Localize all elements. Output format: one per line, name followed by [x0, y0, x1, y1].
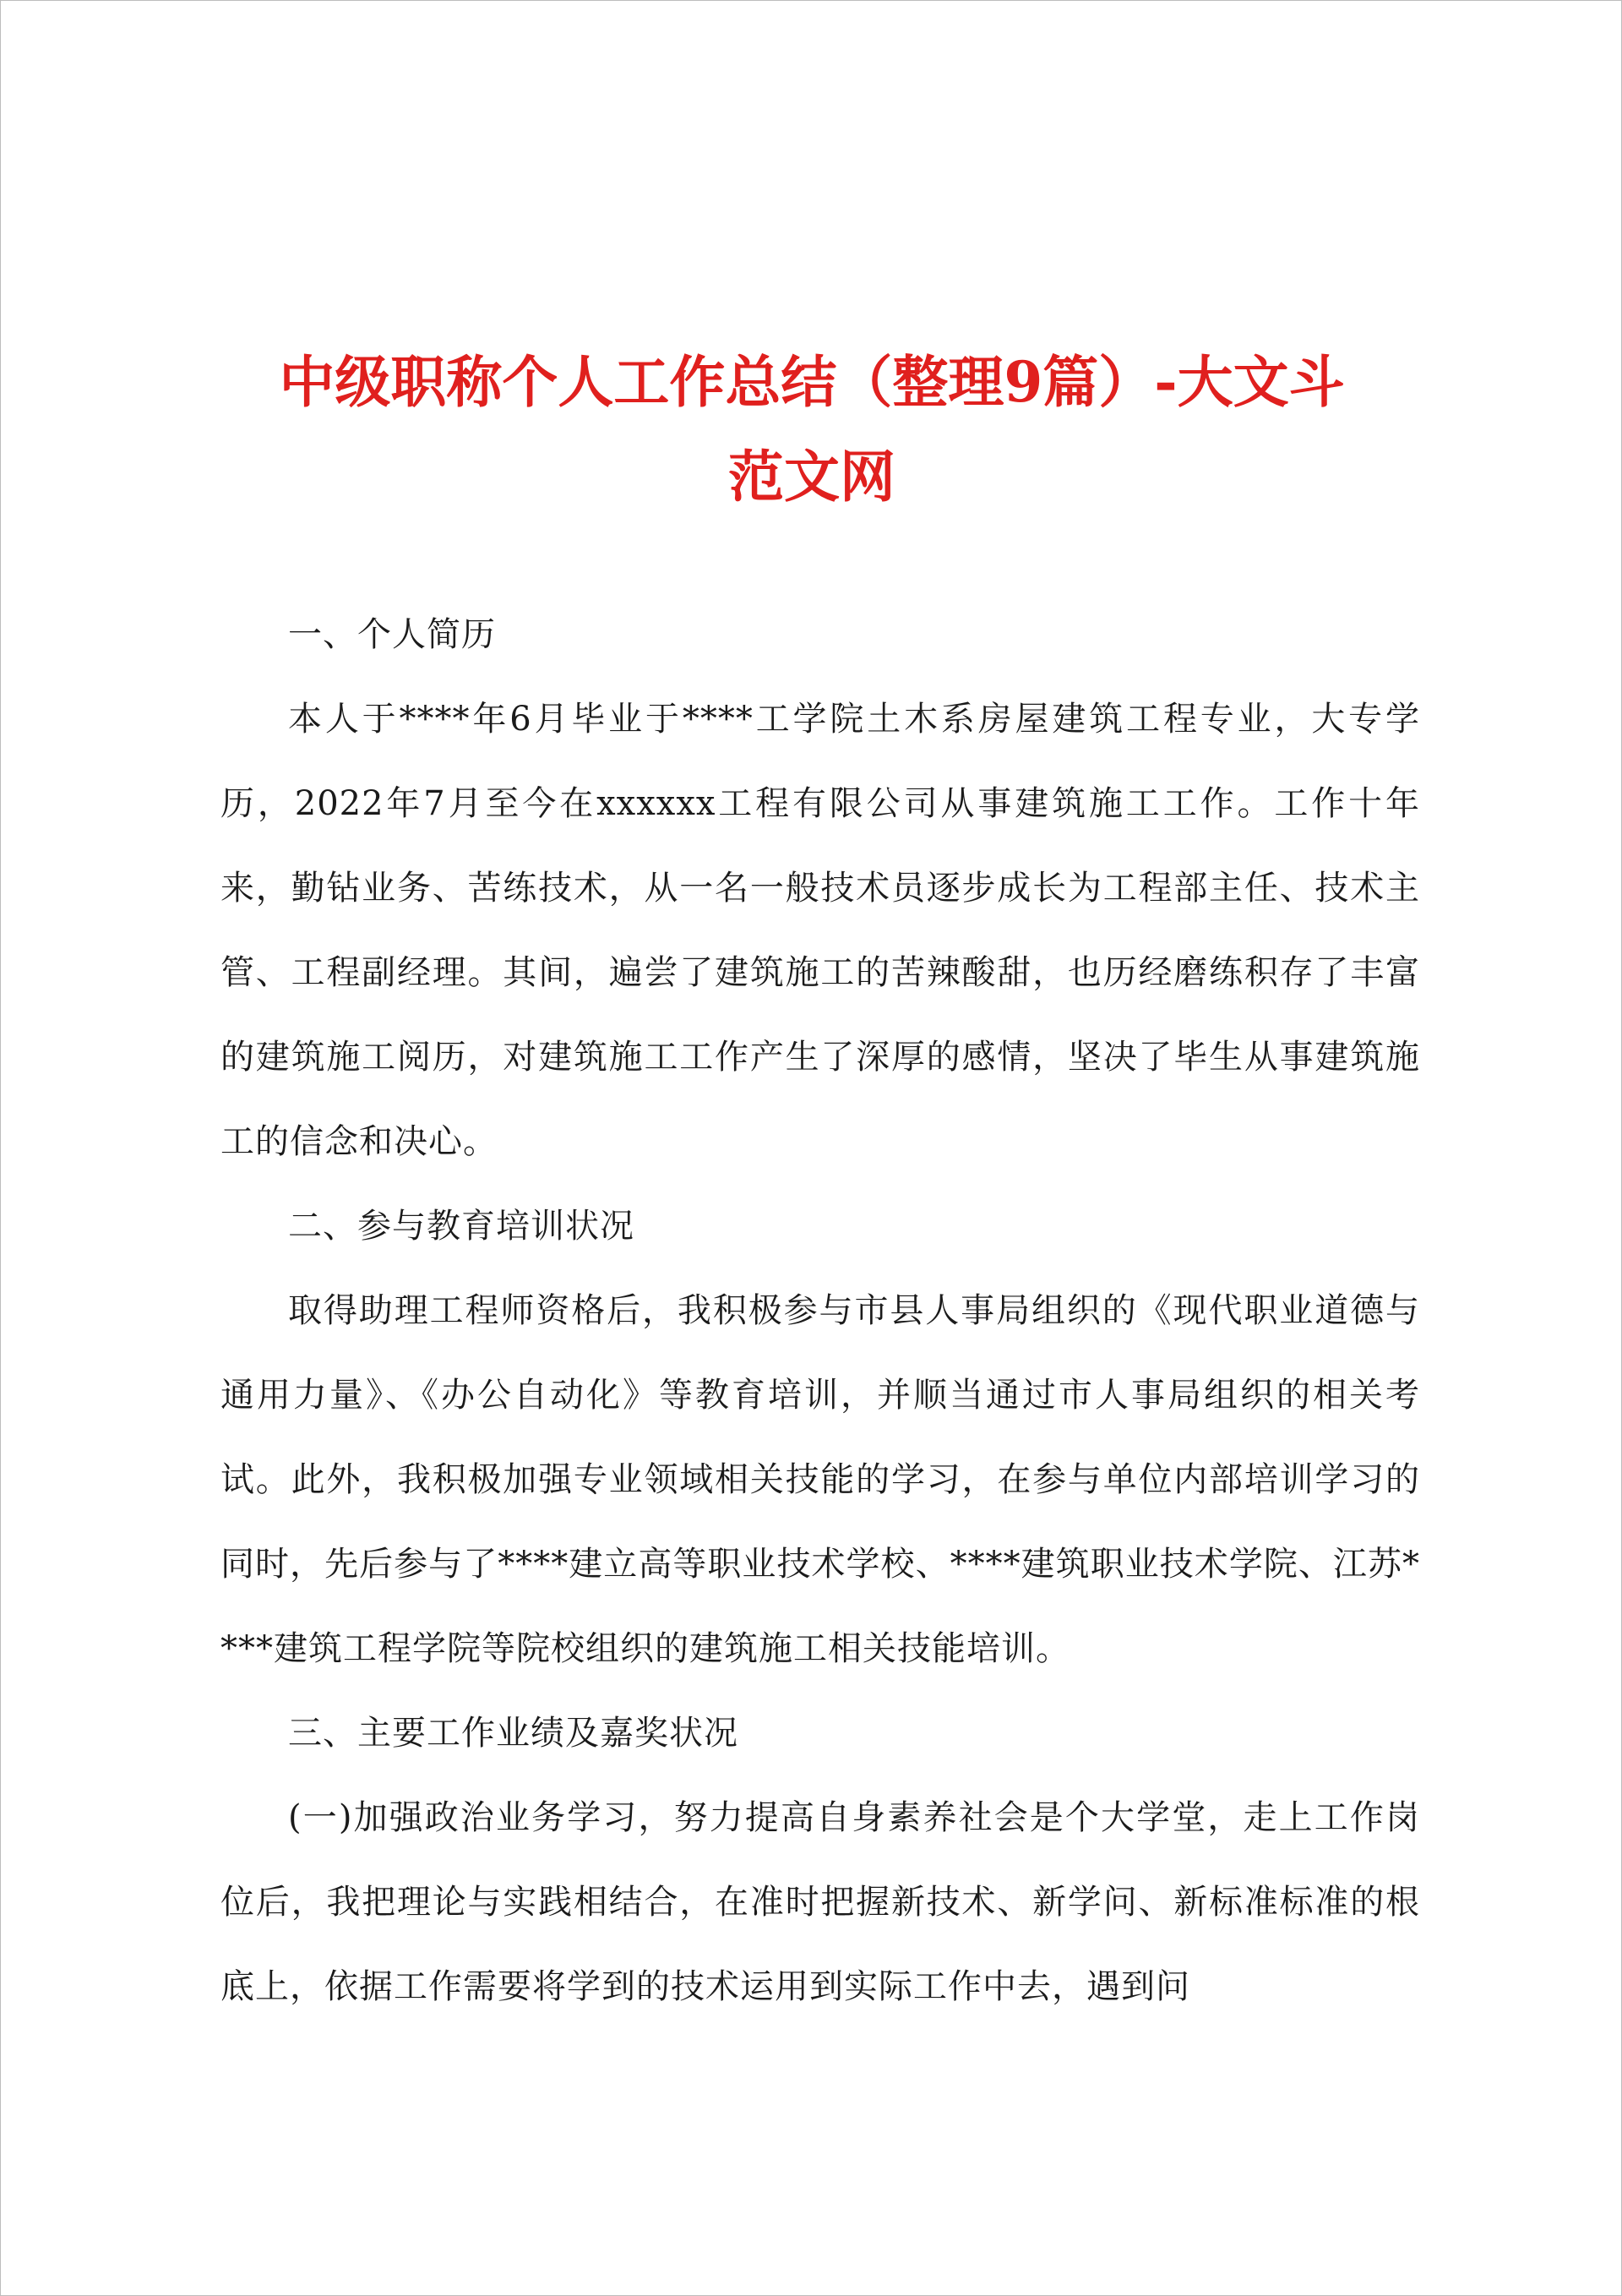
document-body: [220, 592, 1420, 2029]
paragraph-achievements: (一)加强政治业务学习，努力提高自身素养社会是个大学堂，走上工作岗位后，我把理论与实践相结合，在准时把握新技术、新学问、新标准标准的根底上，依据工作需要将学到的技术运用到实际工作中去，遇到问: [220, 1798, 1420, 2006]
document-title: [187, 335, 1437, 529]
section-heading-achievements: 三、主要工作业绩及嘉奖状况: [288, 1714, 738, 1753]
section-heading-training: 二、参与教育培训状况: [288, 1207, 634, 1246]
paragraph-resume: 本人于****年6月毕业于****工学院土木系房屋建筑工程专业，大专学历，2022年7月至今在xxxxxx工程有限公司从事建筑施工工作。工作十年来，勤钻业务、苦练技术，从一名一般技术员逐步成长为工程部主任、技术主管、工程副经理。其间，遍尝了建筑施工的苦辣酸甜，也历经磨练积存了丰富的建筑施工阅历，对建筑施工工作产生了深厚的感情，坚决了毕生从事建筑施工的信念和决心。: [220, 700, 1420, 1161]
section-heading-resume: 一、个人简历: [288, 615, 496, 654]
title-line-1: 中级职称个人工作总结（整理9篇）-大文斗: [279, 349, 1345, 415]
title-line-2: 范文网: [728, 444, 895, 510]
paragraph-training: 取得助理工程师资格后，我积极参与市县人事局组织的《现代职业道德与通用力量》、《办公自动化》等教育培训，并顺当通过市人事局组织的相关考试。此外，我积极加强专业领域相关技能的学习，在参与单位内部培训学习的同时，先后参与了****建立高等职业技术学校、****建筑职业技术学院、江苏****建筑工程学院等院校组织的建筑施工相关技能培训。: [220, 1291, 1420, 1668]
